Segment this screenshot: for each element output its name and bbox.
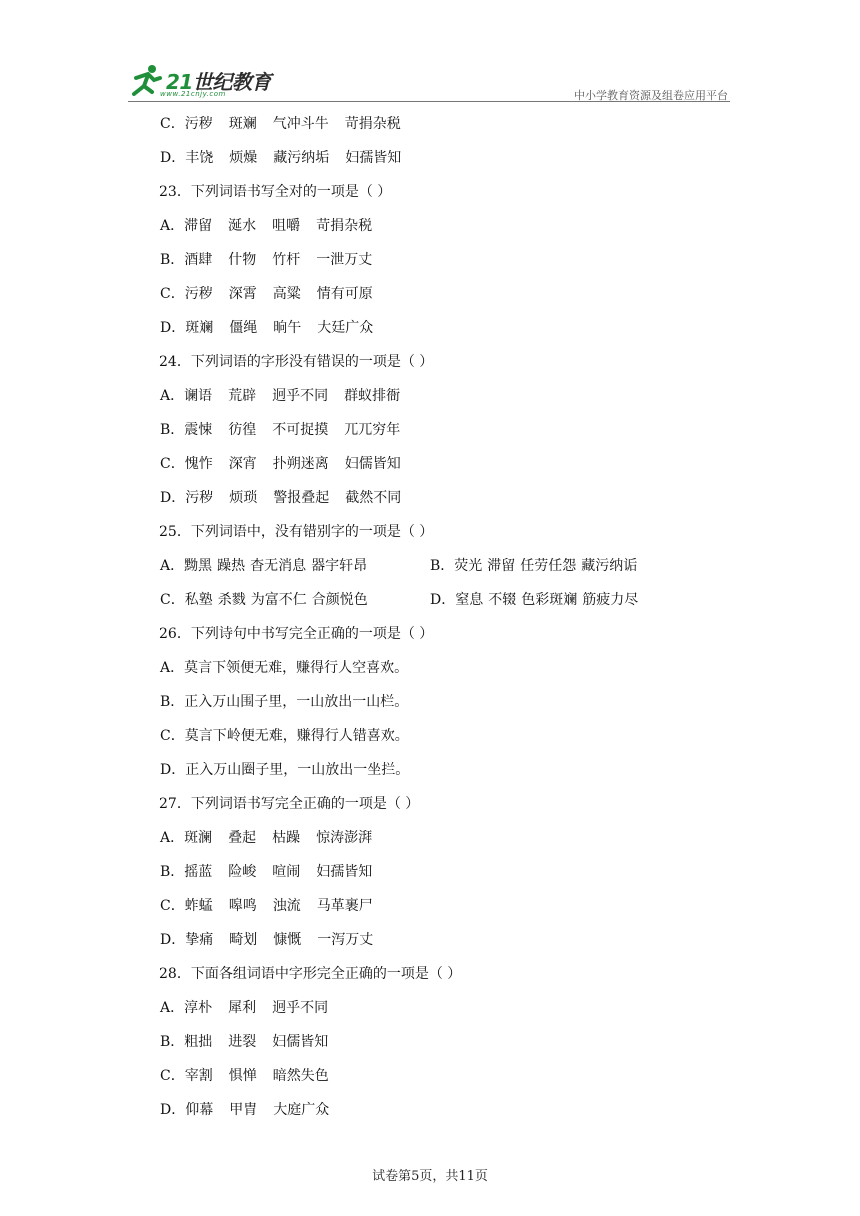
option-word: 群蚁排衙 xyxy=(344,388,401,404)
answer-option xyxy=(430,549,642,583)
option-word: 杳无消息 xyxy=(250,558,307,574)
page-header xyxy=(128,60,730,104)
logo-url: www.21cnjy.com xyxy=(160,90,226,98)
question-stem: 28．下面各组词语中字形完全正确的一项是（ ） xyxy=(159,966,462,982)
option-word: 马革裹尸 xyxy=(316,898,373,914)
option-word: 畸划 xyxy=(229,932,258,948)
option-word: 喧闹 xyxy=(272,864,301,880)
option-word: 嗥鸣 xyxy=(228,898,257,914)
page-footer: 试卷第5页，共11页 xyxy=(372,1169,488,1184)
option-word: 斑斓 xyxy=(185,320,214,336)
answer-option xyxy=(160,277,720,311)
option-word: 藏污纳垢 xyxy=(273,150,330,166)
option-word: 什物 xyxy=(228,252,257,268)
option-word: 黝黑 xyxy=(184,558,213,574)
option-word: 荧光 xyxy=(454,558,483,574)
answer-option xyxy=(160,447,720,481)
option-label: D． xyxy=(160,320,186,336)
option-word: 不辍 xyxy=(488,592,517,608)
option-word: 枯躁 xyxy=(272,830,301,846)
answer-option xyxy=(160,379,720,413)
option-word: 大廷广众 xyxy=(317,320,374,336)
option-word: 一泄万丈 xyxy=(316,252,373,268)
option-word: 扑朔迷离 xyxy=(272,456,329,472)
option-label: B． xyxy=(430,558,455,574)
option-word: 深霄 xyxy=(228,286,257,302)
option-word: 淳朴 xyxy=(184,1000,213,1016)
option-word: 气冲斗牛 xyxy=(272,116,329,132)
answer-option xyxy=(160,1093,720,1127)
option-word: 正入万山围子里，一山放出一山栏。 xyxy=(184,694,409,710)
option-label: A． xyxy=(160,660,185,676)
option-word: 叠起 xyxy=(228,830,257,846)
option-word: 妇孺皆知 xyxy=(345,150,402,166)
option-word: 迥乎不同 xyxy=(272,1000,329,1016)
answer-option xyxy=(160,651,720,685)
option-word: 合颜悦色 xyxy=(311,592,368,608)
option-word: 慷慨 xyxy=(273,932,302,948)
option-word: 甲胄 xyxy=(229,1102,258,1118)
option-word: 高粱 xyxy=(272,286,301,302)
option-word: 烦燥 xyxy=(229,150,258,166)
option-word: 丰饶 xyxy=(185,150,214,166)
option-word: 不可捉摸 xyxy=(272,422,329,438)
option-word: 大庭广众 xyxy=(273,1102,330,1118)
option-word: 杀戮 xyxy=(217,592,246,608)
option-word: 筋疲力尽 xyxy=(582,592,639,608)
question-stem: 24．下列词语的字形没有错误的一项是（ ） xyxy=(159,354,434,370)
answer-option xyxy=(160,991,720,1025)
option-word: 惧惮 xyxy=(228,1068,257,1084)
option-word: 晌午 xyxy=(273,320,302,336)
option-label: C． xyxy=(160,728,185,744)
option-label: D． xyxy=(160,932,186,948)
option-word: 妇孺皆知 xyxy=(316,864,373,880)
option-word: 私塾 xyxy=(184,592,213,608)
option-word: 妇儒皆知 xyxy=(344,456,401,472)
answer-option xyxy=(160,923,720,957)
option-word: 咀嚼 xyxy=(272,218,301,234)
option-word: 滞留 xyxy=(487,558,516,574)
option-label: A． xyxy=(160,558,185,574)
option-word: 惊涛澎湃 xyxy=(316,830,373,846)
option-word: 躁热 xyxy=(217,558,246,574)
option-label: A． xyxy=(160,830,185,846)
answer-option xyxy=(160,855,720,889)
option-label: B． xyxy=(160,694,185,710)
platform-name: 中小学教育资源及组卷应用平台 xyxy=(574,89,728,102)
option-word: 谰语 xyxy=(184,388,213,404)
option-label: D． xyxy=(160,490,186,506)
question-stem: 23．下列词语书写全对的一项是（ ） xyxy=(159,184,392,200)
option-label: C． xyxy=(160,1068,185,1084)
answer-option xyxy=(160,141,720,175)
option-word: 污秽 xyxy=(185,490,214,506)
option-label: C． xyxy=(160,592,185,608)
answer-option xyxy=(160,719,720,753)
option-word: 莫言下领便无难，赚得行人空喜欢。 xyxy=(184,660,409,676)
option-word: 一泻万丈 xyxy=(317,932,374,948)
question-stem: 26．下列诗句中书写完全正确的一项是（ ） xyxy=(159,626,434,642)
answer-option xyxy=(160,1059,720,1093)
option-word: 僵绳 xyxy=(229,320,258,336)
option-label: A． xyxy=(160,388,185,404)
answer-option xyxy=(160,311,720,345)
option-word: 迥乎不同 xyxy=(272,388,329,404)
option-word: 莫言下岭便无难，赚得行人错喜欢。 xyxy=(184,728,409,744)
option-word: 苛捐杂税 xyxy=(344,116,401,132)
option-label: B． xyxy=(160,1034,185,1050)
answer-option xyxy=(160,107,720,141)
answer-option xyxy=(160,481,720,515)
option-word: 截然不同 xyxy=(345,490,402,506)
option-word: 酒肆 xyxy=(184,252,213,268)
option-word: 愧怍 xyxy=(184,456,213,472)
option-word: 斑澜 xyxy=(184,830,213,846)
header-rule xyxy=(128,101,730,102)
option-word: 浊流 xyxy=(272,898,301,914)
answer-option xyxy=(160,413,720,447)
option-word: 窒息 xyxy=(455,592,484,608)
option-label: C． xyxy=(160,456,185,472)
option-word: 暗然失色 xyxy=(272,1068,329,1084)
option-word: 粗拙 xyxy=(184,1034,213,1050)
option-word: 荒辟 xyxy=(228,388,257,404)
answer-option xyxy=(160,1025,720,1059)
option-label: D． xyxy=(430,592,456,608)
option-label: A． xyxy=(160,1000,185,1016)
answer-option xyxy=(160,209,720,243)
option-word: 苛捐杂税 xyxy=(316,218,373,234)
option-label: C． xyxy=(160,286,185,302)
option-word: 斑斓 xyxy=(228,116,257,132)
option-word: 藏污纳诟 xyxy=(581,558,638,574)
answer-option xyxy=(430,583,643,617)
option-word: 正入万山圈子里，一山放出一坐拦。 xyxy=(185,762,410,778)
option-label: B． xyxy=(160,252,185,268)
option-word: 滞留 xyxy=(184,218,213,234)
question-stem: 27．下列词语书写完全正确的一项是（ ） xyxy=(159,796,420,812)
option-word: 深宵 xyxy=(228,456,257,472)
option-word: 兀兀穷年 xyxy=(344,422,401,438)
logo-name: 世纪教育 xyxy=(192,70,271,94)
option-word: 妇儒皆知 xyxy=(272,1034,329,1050)
logo-number: 21 xyxy=(166,70,193,94)
answer-option-row xyxy=(160,549,720,583)
option-word: 彷徨 xyxy=(228,422,257,438)
option-word: 任劳任怨 xyxy=(520,558,577,574)
answer-option xyxy=(160,549,372,583)
option-word: 警报叠起 xyxy=(273,490,330,506)
option-label: D． xyxy=(160,762,186,778)
option-word: 进裂 xyxy=(228,1034,257,1050)
option-label: D． xyxy=(160,1102,186,1118)
answer-option-row xyxy=(160,583,720,617)
option-word: 涎水 xyxy=(228,218,257,234)
option-word: 污秽 xyxy=(184,286,213,302)
option-word: 宰割 xyxy=(184,1068,213,1084)
runner-logo-icon xyxy=(128,64,164,98)
answer-option xyxy=(160,685,720,719)
answer-option xyxy=(160,821,720,855)
option-word: 震悚 xyxy=(184,422,213,438)
logo xyxy=(128,60,278,104)
option-label: D． xyxy=(160,150,186,166)
option-word: 仰幕 xyxy=(185,1102,214,1118)
question-content xyxy=(160,107,720,1127)
option-word: 污秽 xyxy=(184,116,213,132)
option-word: 色彩斑斓 xyxy=(521,592,578,608)
option-word: 烦琐 xyxy=(229,490,258,506)
option-label: C． xyxy=(160,116,185,132)
question-stem: 25．下列词语中，没有错别字的一项是（ ） xyxy=(159,524,434,540)
option-label: B． xyxy=(160,864,185,880)
option-word: 摇蓝 xyxy=(184,864,213,880)
option-word: 挚痛 xyxy=(185,932,214,948)
option-word: 蚱蜢 xyxy=(184,898,213,914)
answer-option xyxy=(160,243,720,277)
option-label: B． xyxy=(160,422,185,438)
answer-option xyxy=(160,889,720,923)
option-word: 险峻 xyxy=(228,864,257,880)
answer-option xyxy=(160,583,373,617)
answer-option xyxy=(160,753,720,787)
option-word: 竹杆 xyxy=(272,252,301,268)
option-word: 器宇轩昂 xyxy=(311,558,368,574)
option-label: C． xyxy=(160,898,185,914)
option-word: 为富不仁 xyxy=(250,592,307,608)
option-word: 情有可原 xyxy=(316,286,373,302)
option-word: 犀利 xyxy=(228,1000,257,1016)
option-label: A． xyxy=(160,218,185,234)
